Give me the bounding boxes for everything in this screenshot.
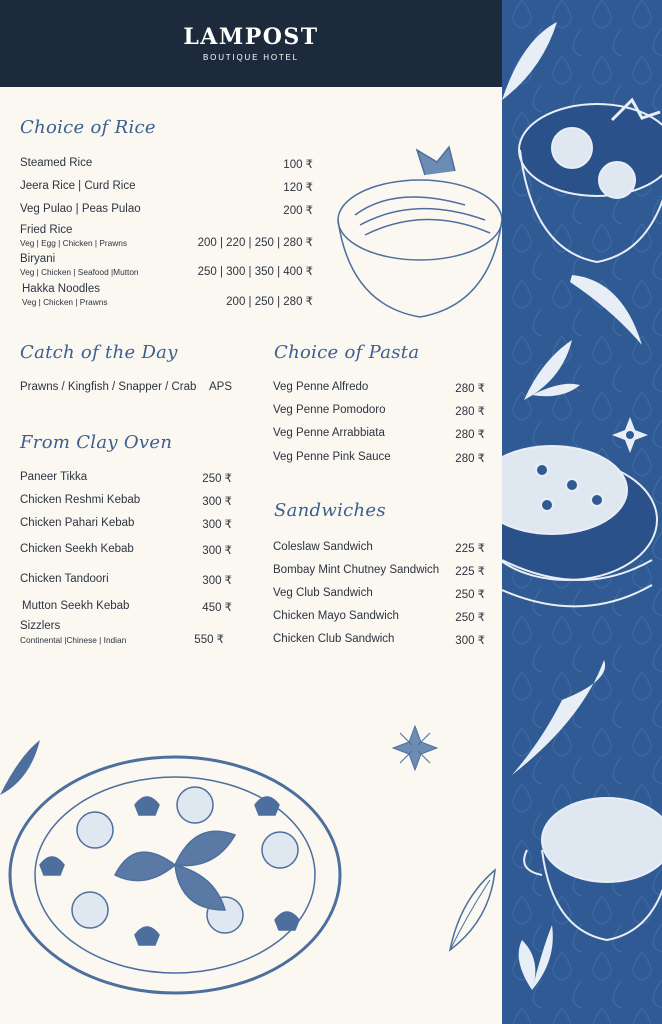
menu-item-name: Paneer Tikka [20, 471, 88, 483]
menu-item-name: Veg Penne Pink Sauce [273, 451, 391, 463]
menu-item-price: 300 ₹ [202, 496, 232, 508]
section-title-pasta: Choice of Pasta [274, 342, 420, 363]
menu-item-price: 225 ₹ [455, 566, 485, 578]
menu-item-name: Chicken Seekh Kebab [20, 543, 134, 555]
menu-item-price: 100 ₹ [283, 159, 313, 171]
menu-item-name: Chicken Tandoori [20, 573, 109, 585]
menu-item-name: Mutton Seekh Kebab [22, 600, 130, 612]
menu-item-price: 300 ₹ [455, 635, 485, 647]
menu-item-name: Chicken Pahari Kebab [20, 517, 135, 529]
menu-item-price: 450 ₹ [202, 602, 232, 614]
menu-item-price: 280 ₹ [455, 406, 485, 418]
section-title-catch: Catch of the Day [20, 342, 178, 363]
menu-item-price: 200 | 220 | 250 | 280 ₹ [197, 237, 313, 249]
menu-item-price: 250 ₹ [455, 589, 485, 601]
menu-item-variants: Veg | Egg | Chicken | Prawns [20, 238, 128, 248]
menu-item-name: Bombay Mint Chutney Sandwich [273, 564, 440, 576]
side-pattern-icon [502, 0, 662, 1024]
menu-header [0, 0, 502, 87]
menu-item-price: 120 ₹ [283, 182, 313, 194]
menu-item-name: Steamed Rice [20, 157, 93, 169]
menu-item-price: 550 ₹ [194, 634, 224, 646]
brand-tagline: BOUTIQUE HOTEL [203, 53, 299, 62]
menu-item-price: 250 ₹ [455, 612, 485, 624]
section-title-sandwiches: Sandwiches [274, 500, 386, 521]
menu-item-price: 300 ₹ [202, 575, 232, 587]
menu-item-name: Jeera Rice | Curd Rice [20, 180, 136, 192]
menu-item-name: Biryani [20, 253, 56, 265]
menu-item-name: Veg Pulao | Peas Pulao [20, 203, 141, 215]
brand-name: LAMPOST [183, 24, 319, 50]
menu-item-name: Veg Penne Arrabbiata [273, 427, 385, 439]
leaf-icon [440, 860, 502, 955]
menu-item-price: 250 ₹ [202, 473, 232, 485]
menu-item-name: Fried Rice [20, 224, 73, 236]
menu-item-variants: Veg | Chicken | Prawns [22, 297, 108, 307]
menu-item-name: Prawns / Kingfish / Snapper / Crab [20, 381, 197, 393]
pizza-icon [0, 735, 380, 1024]
menu-item-name: Chicken Reshmi Kebab [20, 494, 141, 506]
menu-item-name: Veg Penne Pomodoro [273, 404, 386, 416]
menu-item-price: 300 ₹ [202, 519, 232, 531]
menu-item-variants: Veg | Chicken | Seafood |Mutton [20, 267, 139, 277]
noodle-bowl-icon [335, 145, 502, 320]
decorative-side-panel [502, 0, 662, 1024]
menu-item-price: 280 ₹ [455, 383, 485, 395]
menu-item-price: 300 ₹ [202, 545, 232, 557]
section-title-clay-oven: From Clay Oven [20, 432, 173, 453]
menu-item-variants: Continental |Chinese | Indian [20, 635, 127, 645]
menu-item-price: 200 | 250 | 280 ₹ [226, 296, 313, 308]
menu-item-name: Coleslaw Sandwich [273, 541, 373, 553]
menu-item-price: 225 ₹ [455, 543, 485, 555]
menu-item-name: Sizzlers [20, 620, 61, 632]
section-title-rice: Choice of Rice [20, 117, 156, 138]
menu-item-name: Veg Penne Alfredo [273, 381, 369, 393]
menu-item-price: 200 ₹ [283, 205, 313, 217]
menu-item-price: 250 | 300 | 350 | 400 ₹ [197, 266, 313, 278]
menu-item-name: Veg Club Sandwich [273, 587, 373, 599]
menu-item-price: 280 ₹ [455, 429, 485, 441]
menu-item-price: APS [208, 381, 232, 393]
menu-item-name: Chicken Club Sandwich [273, 633, 395, 645]
star-anise-icon [390, 723, 440, 773]
menu-item-price: 280 ₹ [455, 453, 485, 465]
menu-item-name: Hakka Noodles [22, 283, 100, 295]
menu-item-name: Chicken Mayo Sandwich [273, 610, 399, 622]
